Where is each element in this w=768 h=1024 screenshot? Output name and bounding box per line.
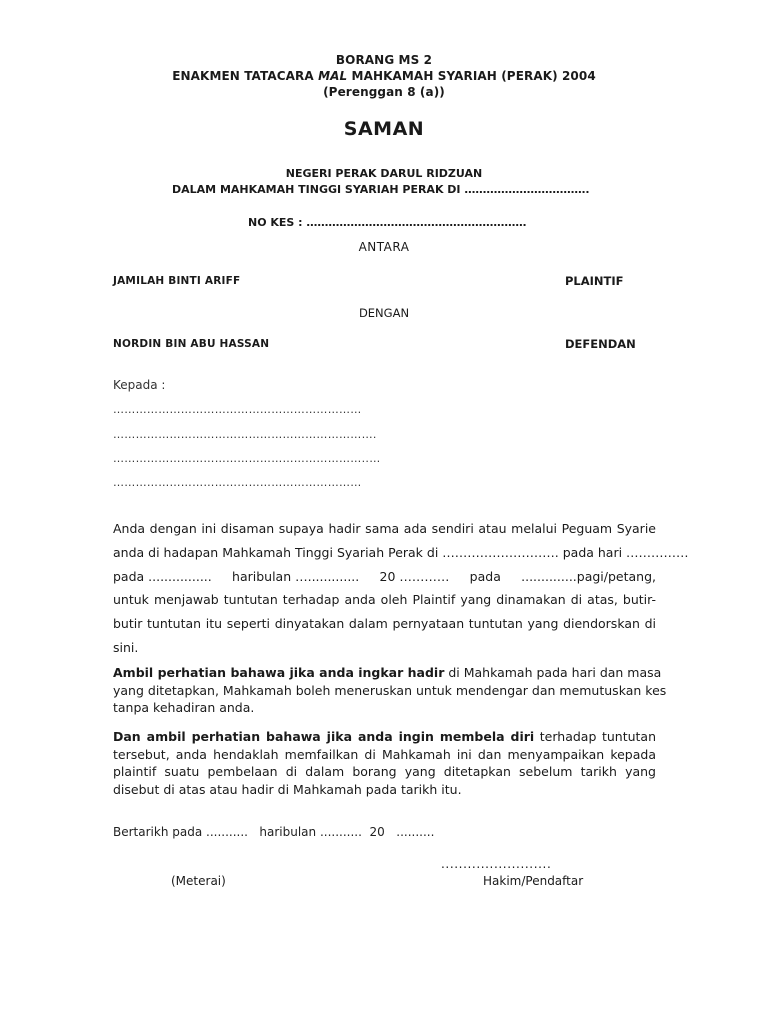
enactment-title xyxy=(0,69,768,83)
summons-line: anda di hadapan Mahkamah Tinggi Syariah Perak di ………………………. pada hari …………… xyxy=(113,544,689,560)
summons-line: Anda dengan ini disaman supaya hadir sama ada sendiri atau melalui Peguam Syarie xyxy=(113,521,656,536)
form-number: BORANG MS 2 xyxy=(335,53,433,67)
signatory-label: Hakim/Pendaftar xyxy=(483,874,584,888)
addressee-line: ………………………………………………………… xyxy=(113,476,362,489)
default-notice-bold: Ambil perhatian bahawa jika anda ingkar hadir xyxy=(113,665,445,680)
addressee-label: Kepada : xyxy=(113,378,166,392)
defendant-name: NORDIN BIN ABU HASSAN xyxy=(113,338,270,350)
defence-notice-line: disebut di atas atau hadir di Mahkamah pada tarikh itu. xyxy=(113,781,462,797)
default-notice-line xyxy=(113,664,662,682)
default-notice-line: yang ditetapkan, Mahkamah boleh meneruskan untuk mendengar dan memutuskan kes xyxy=(113,682,667,698)
document-title: SAMAN xyxy=(343,118,425,140)
plaintiff-role: PLAINTIF xyxy=(565,274,624,288)
signature-line: ......................... xyxy=(441,857,552,871)
paragraph-reference: (Perenggan 8 (a)) xyxy=(323,85,445,99)
summons-paragraph xyxy=(113,517,689,660)
addressee-line: ……………………………………………………………. xyxy=(113,428,377,441)
enactment-pre: ENAKMEN TATACARA xyxy=(172,69,319,83)
summons-line: butir tuntutan itu seperti dinyatakan dalam pernyataan tuntutan yang diendorskan di xyxy=(113,616,656,632)
default-notice-line: tanpa kehadiran anda. xyxy=(113,700,255,715)
plaintiff-name: JAMILAH BINTI ARIFF xyxy=(113,275,241,287)
default-notice-rest: di Mahkamah pada hari dan masa xyxy=(444,665,662,680)
summons-date-part: 20 ………… xyxy=(379,568,450,584)
seal-label: (Meterai) xyxy=(171,874,226,888)
with-label: DENGAN xyxy=(358,306,410,320)
summons-date-row xyxy=(113,565,656,589)
between-label: ANTARA xyxy=(358,240,410,254)
defence-notice-bold: Dan ambil perhatian bahawa jika anda ingin membela diri xyxy=(113,729,535,744)
defence-notice-line: tersebut, anda hendaklah memfailkan di Mahkamah ini dan menyampaikan kepada xyxy=(113,746,656,762)
summons-date-part: pada xyxy=(469,568,501,584)
summons-date-part: pada ................ xyxy=(113,568,212,584)
defence-notice-rest: terhadap tuntutan xyxy=(534,729,656,744)
summons-date-part: haribulan …............. xyxy=(232,568,360,584)
court-line: DALAM MAHKAMAH TINGGI SYARIAH PERAK DI ……………………………. xyxy=(172,183,590,196)
case-number: NO KES : …………………………………………………… xyxy=(248,216,527,229)
enactment-italic: MAL xyxy=(318,69,348,83)
defence-notice-line: plaintif suatu pembelaan di dalam borang yang ditetapkan sebelum tarikh yang xyxy=(113,764,656,779)
summons-line: untuk menjawab tuntutan terhadap anda oleh Plaintif yang dinamakan di atas, butir- xyxy=(113,592,656,608)
default-notice-paragraph xyxy=(113,664,667,717)
dated-line: Bertarikh pada ........... haribulan ........... 20 .......... xyxy=(113,825,435,839)
addressee-line: ………………………………………………………… xyxy=(113,403,362,416)
enactment-post: MAHKAMAH SYARIAH (PERAK) 2004 xyxy=(347,69,596,83)
defence-notice-paragraph xyxy=(113,728,656,798)
defendant-role: DEFENDAN xyxy=(565,337,636,351)
summons-line: sini. xyxy=(113,639,139,655)
addressee-line: …………………………………………………………..… xyxy=(113,452,381,465)
defence-notice-line xyxy=(113,728,656,746)
summons-date-part: ..............pagi/petang, xyxy=(521,568,656,584)
state-name: NEGERI PERAK DARUL RIDZUAN xyxy=(285,167,483,180)
